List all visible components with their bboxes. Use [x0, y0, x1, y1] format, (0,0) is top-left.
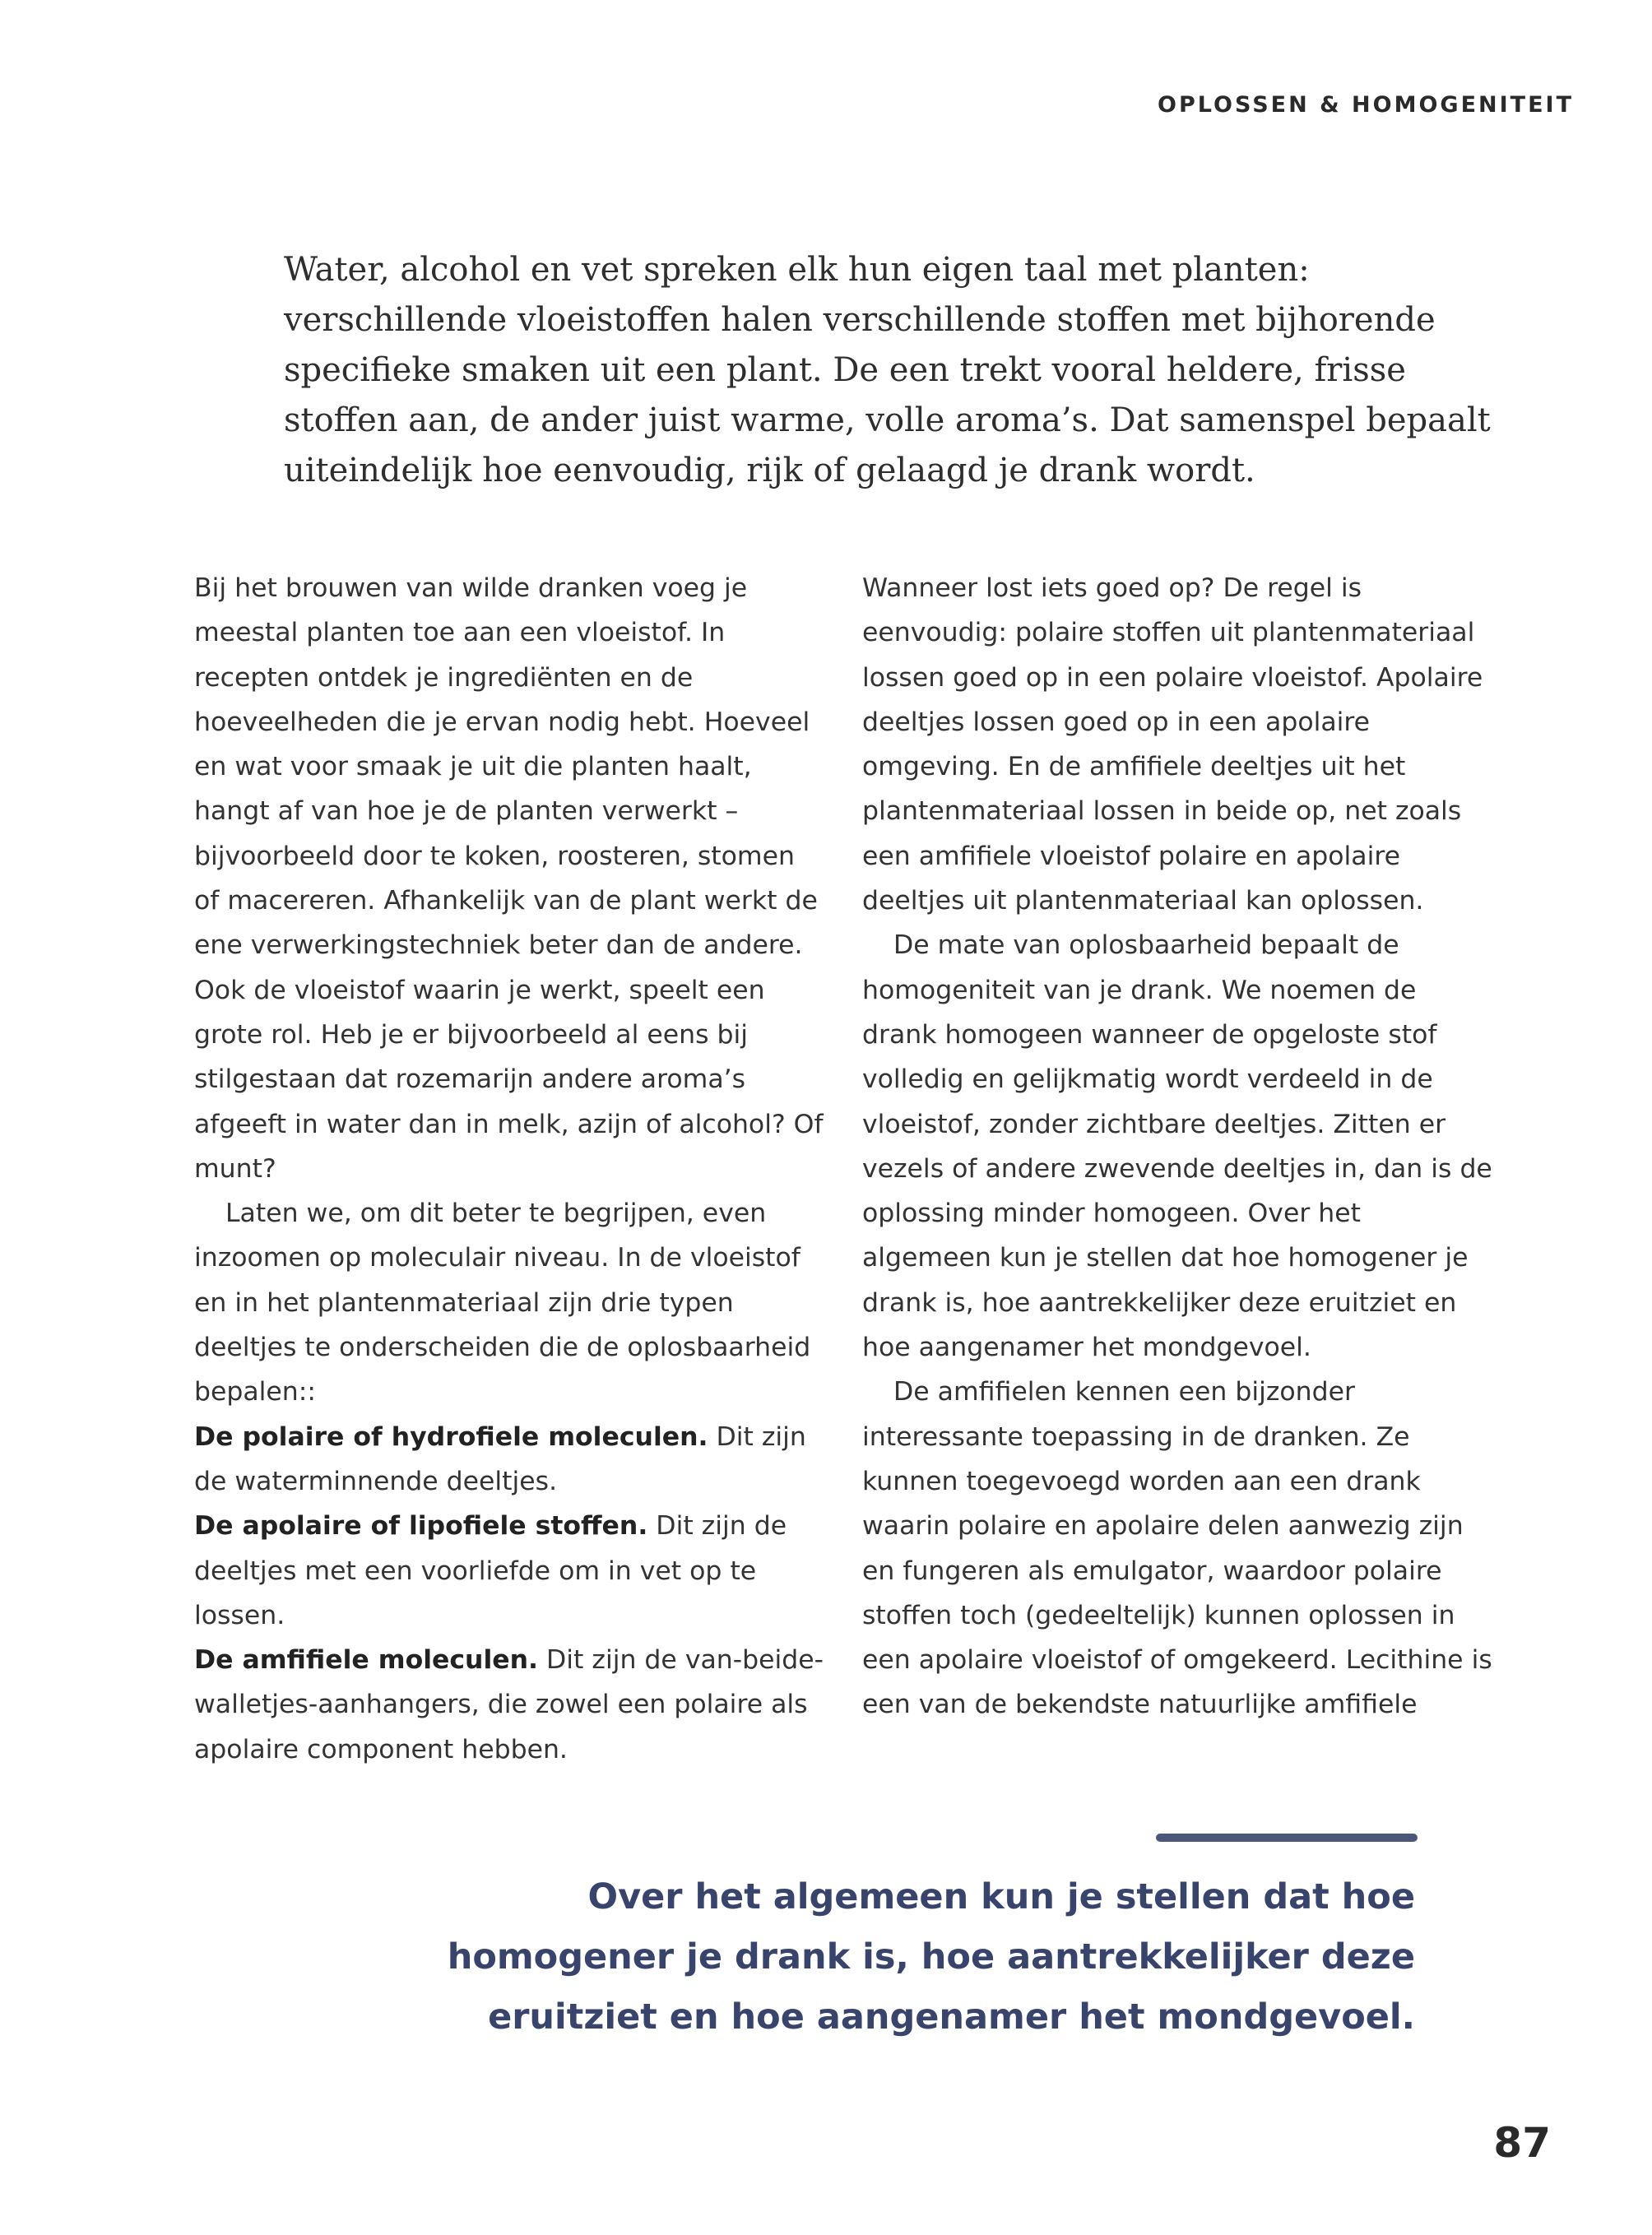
- definition-apolar: [194, 1504, 828, 1638]
- body-columns: [194, 566, 1496, 1772]
- pull-quote-line: eruitziet en hoe aangenamer het mondgevoel.: [488, 1996, 1415, 2038]
- body-paragraph: De mate van oplosbaarheid bepaalt de homogeniteit van je drank. We noemen de drank homogeen wanneer de opgeloste stof volledig en gelijkmatig wordt verdeeld in de vloeistof, zonder zichtbare deeltjes. Zitten er vezels of andere zwevende deeltjes in, dan is de oplossing minder homogeen. Over het algemeen kun je stellen dat hoe homogener je drank is, hoe aantrekkelijker deze eruitziet en hoe aangenamer het mondgevoel.: [862, 930, 1492, 1363]
- body-paragraph: Laten we, om dit beter te begrijpen, even inzoomen op moleculair niveau. In de vloeistof en in het plantenmateriaal zijn drie typen deeltjes te onderscheiden die de oplosbaarheid bepalen::: [194, 1199, 811, 1407]
- running-head: OPLOSSEN & HOMOGENITEIT: [1158, 92, 1574, 118]
- pull-quote-line: homogener je drank is, hoe aantrekkelijker deze: [447, 1936, 1415, 1978]
- definition-term: De apolaire of lipofiele stoffen.: [194, 1511, 648, 1542]
- body-paragraph: Wanneer lost iets goed op? De regel is eenvoudig: polaire stoffen uit plantenmateriaal lossen goed op in een polaire vloeistof. Apolaire deeltjes lossen goed op in een apolaire omgeving. En de amfifiele deeltjes uit het plantenmateriaal lossen in beide op, net zoals een amfifiele vloeistof polaire en apolaire deeltjes uit plantenmateriaal kan oplossen.: [862, 573, 1483, 916]
- pull-quote: [346, 1867, 1415, 2047]
- definition-text: Dit zijn de waterminnende deeltjes.: [194, 1421, 806, 1496]
- body-paragraph: Bij het brouwen van wilde dranken voeg je meestal planten toe aan een vloeistof. In recepten ontdek je ingrediënten en de hoeveelheden die je ervan nodig hebt. Hoeveel en wat voor smaak je uit die planten haalt, hangt af van hoe je de planten verwerkt – bijvoorbeeld door te koken, roosteren, stomen of macereren. Afhankelijk van de plant werkt de ene verwerkingstechniek beter dan de andere. Ook de vloeistof waarin je werkt, speelt een grote rol. Heb je er bijvoorbeeld al eens bij stilgestaan dat rozemarijn andere aroma’s afgeeft in water dan in melk, azijn of alcohol? Of munt?: [194, 573, 824, 1184]
- page-number: 87: [1493, 2119, 1551, 2167]
- intro-paragraph: Water, alcohol en vet spreken elk hun eigen taal met planten: verschillende vloeistoffen halen verschillende stoffen met bijhorende specifieke smaken uit een plant. De een trekt vooral heldere, frisse stoffen aan, de ander juist warme, volle aroma’s. Dat samenspel bepaalt uiteindelijk hoe eenvoudig, rijk of gelaagd je drank wordt.: [284, 251, 1491, 489]
- definition-term: De polaire of hydrofiele moleculen.: [194, 1421, 708, 1452]
- definition-polar: [194, 1415, 828, 1505]
- body-paragraph: De amfifielen kennen een bijzonder interessante toepassing in de dranken. Ze kunnen toegevoegd worden aan een drank waarin polaire en apolaire delen aanwezig zijn en fungeren als emulgator, waardoor polaire stoffen toch (gedeeltelijk) kunnen oplossen in een apolaire vloeistof of omgekeerd. Lecithine is een van de bekendste natuurlijke amfifiele: [862, 1377, 1492, 1720]
- pull-quote-line: Over het algemeen kun je stellen dat hoe: [587, 1876, 1415, 1917]
- definition-amphiphilic: [194, 1638, 828, 1772]
- definition-text: Dit zijn de van-beide-walletjes-aanhangers, die zowel een polaire als apolaire component hebben.: [194, 1645, 824, 1764]
- definition-text: Dit zijn de deeltjes met een voorliefde om in vet op te lossen.: [194, 1511, 787, 1630]
- definition-term: De amfifiele moleculen.: [194, 1645, 539, 1676]
- left-column: [194, 566, 828, 1772]
- right-column: [862, 566, 1496, 1772]
- pull-quote-rule: [1156, 1834, 1418, 1842]
